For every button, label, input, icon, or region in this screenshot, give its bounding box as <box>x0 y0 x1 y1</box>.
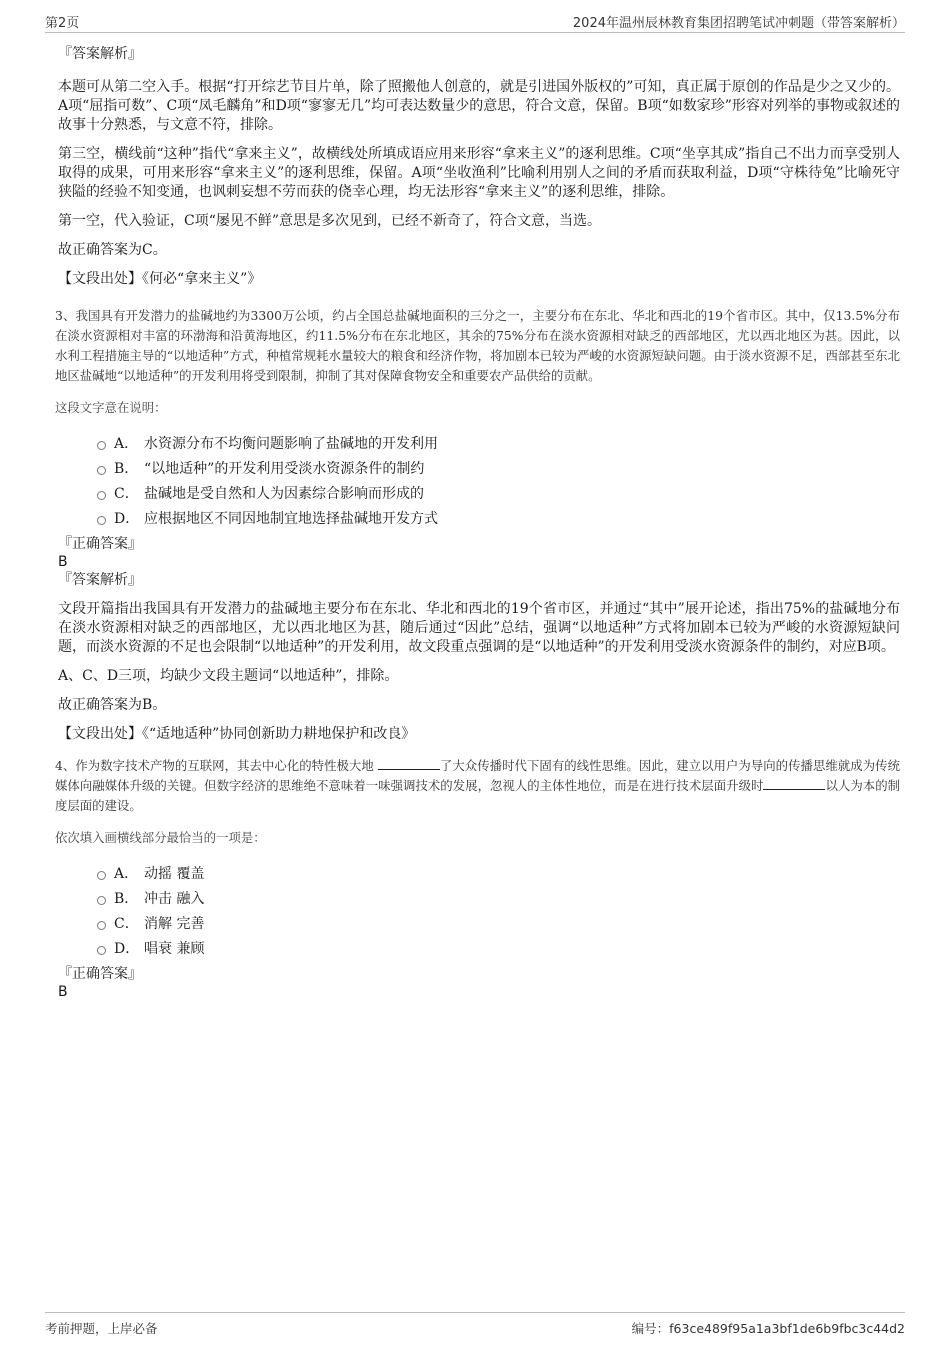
page-footer <box>45 1312 905 1337</box>
q2-analysis-paragraph: 第一空，代入验证，C项“屡见不鲜”意思是多次见到，已经不新奇了，符合文意，当选。 <box>58 213 602 229</box>
q4-options <box>97 860 900 960</box>
q4-option-d[interactable]: D． 唱衰 兼顾 <box>97 935 900 960</box>
q3-conclusion: 故正确答案为B。 <box>58 697 167 713</box>
q2-conclusion: 故正确答案为C。 <box>58 242 167 258</box>
fill-blank <box>763 777 825 790</box>
q4-prompt: 依次填入画横线部分最恰当的一项是： <box>55 830 266 845</box>
q2-source: 【文段出处】《何必“拿来主义”》 <box>58 271 262 287</box>
page-content <box>55 44 900 1000</box>
radio-icon[interactable] <box>97 516 106 525</box>
radio-icon[interactable] <box>97 896 106 905</box>
q3-analysis-paragraph: A、C、D三项，均缺少文段主题词“以地适种”，排除。 <box>58 668 399 684</box>
q4-option-c[interactable]: C． 消解 完善 <box>97 910 900 935</box>
q4-option-a[interactable]: A． 动摇 覆盖 <box>97 860 900 885</box>
q3-answer: B <box>58 554 68 570</box>
q3-option-d[interactable]: D． 应根据地区不同因地制宜地选择盐碱地开发方式 <box>97 505 900 530</box>
page-header <box>45 10 905 33</box>
radio-icon[interactable] <box>97 871 106 880</box>
q3-analysis-label: 『答案解析』 <box>58 572 142 588</box>
q3-prompt: 这段文字意在说明： <box>55 400 167 415</box>
page-number: 第2页 <box>45 15 80 31</box>
radio-icon[interactable] <box>97 921 106 930</box>
radio-icon[interactable] <box>97 491 106 500</box>
q4-option-b[interactable]: B． 冲击 融入 <box>97 885 900 910</box>
radio-icon[interactable] <box>97 441 106 450</box>
footer-slogan: 考前押题，上岸必备 <box>45 1321 158 1336</box>
q2-analysis-paragraph: 第三空，横线前“这种”指代“拿来主义”，故横线处所填成语应用来形容“拿来主义”的逐利思维。C项“坐享其成”指自己不出力而享受别人取得的成果，可用来形容“拿来主义”的逐利思维，保留。A项“坐收渔利”比喻利用别人之间的矛盾而获取利益，D项“守株待兔”比喻死守狭隘的经验不知变通，也讽刺妄想不劳而获的侥幸心理，均无法形容“拿来主义”的逐利思维，排除。 <box>58 146 900 200</box>
q3-option-b[interactable]: B． “以地适种”的开发利用受淡水资源条件的制约 <box>97 455 900 480</box>
q4-answer-label: 『正确答案』 <box>58 966 142 982</box>
fill-blank <box>378 757 440 770</box>
q2-analysis-paragraph: 本题可从第二空入手。根据“打开综艺节目片单，除了照搬他人创意的，就是引进国外版权的”可知，真正属于原创的作品是少之又少的。A项“屈指可数”、C项“凤毛麟角”和D项“寥寥无几”均可表达数量少的意思，符合文意，保留。B项“如数家珍”形容对列举的事物或叙述的故事十分熟悉，与文意不符，排除。 <box>58 79 900 133</box>
q4-question: 4、作为数字技术产物的互联网，其去中心化的特性极大地 了大众传播时代下固有的线性思维。因此，建立以用户为导向的传播思维就成为传统媒体向融媒体升级的关键。但数字经济的思维绝不意味着一味强调技术的发展，忽视人的主体性地位，而是在进行技术层面升级时 以人为本的制度层面的建设。 <box>55 758 901 813</box>
q3-analysis-paragraph: 文段开篇指出我国具有开发潜力的盐碱地主要分布在东北、华北和西北的19个省市区，并通过“其中”展开论述，指出75%的盐碱地分布在淡水资源相对缺乏的西部地区，尤以西北地区为甚，随后通过“因此”总结，强调“以地适种”方式将加剧本已较为严峻的水资源短缺问题，而淡水资源的不足也会限制“以地适种”的开发利用，故文段重点强调的是“以地适种”的开发利用受淡水资源条件的制约，对应B项。 <box>58 601 900 655</box>
q2-analysis-label: 『答案解析』 <box>58 46 142 62</box>
q3-options <box>97 430 900 530</box>
q3-option-c[interactable]: C． 盐碱地是受自然和人为因素综合影响而形成的 <box>97 480 900 505</box>
document-code: 编号：f63ce489f95a1a3bf1de6b9fbc3c44d2 <box>631 1321 905 1336</box>
q4-answer: B <box>58 984 68 1000</box>
q3-option-a[interactable]: A． 水资源分布不均衡问题影响了盐碱地的开发利用 <box>97 430 900 455</box>
q3-question: 3、我国具有开发潜力的盐碱地约为3300万公顷，约占全国总盐碱地面积的三分之一，主要分布在东北、华北和西北的19个省市区。其中，仅13.5%分布在淡水资源相对丰富的环渤海和沿黄海地区，约11.5%分布在东北地区，其余的75%分布在淡水资源相对缺乏的西部地区，尤以西北地区为甚。因此，以水利工程措施主导的“以地适种”方式，种植常规耗水量较大的粮食和经济作物，将加剧本已较为严峻的水资源短缺问题。由于淡水资源不足，西部甚至东北地区盐碱地“以地适种”的开发利用将受到限制，抑制了其对保障食物安全和重要农产品供给的贡献。 <box>55 308 900 383</box>
q3-answer-label: 『正确答案』 <box>58 536 142 552</box>
radio-icon[interactable] <box>97 466 106 475</box>
radio-icon[interactable] <box>97 946 106 955</box>
q3-source: 【文段出处】《“适地适种”协同创新助力耕地保护和改良》 <box>58 726 416 742</box>
document-title: 2024年温州辰林教育集团招聘笔试冲刺题（带答案解析） <box>572 15 905 31</box>
